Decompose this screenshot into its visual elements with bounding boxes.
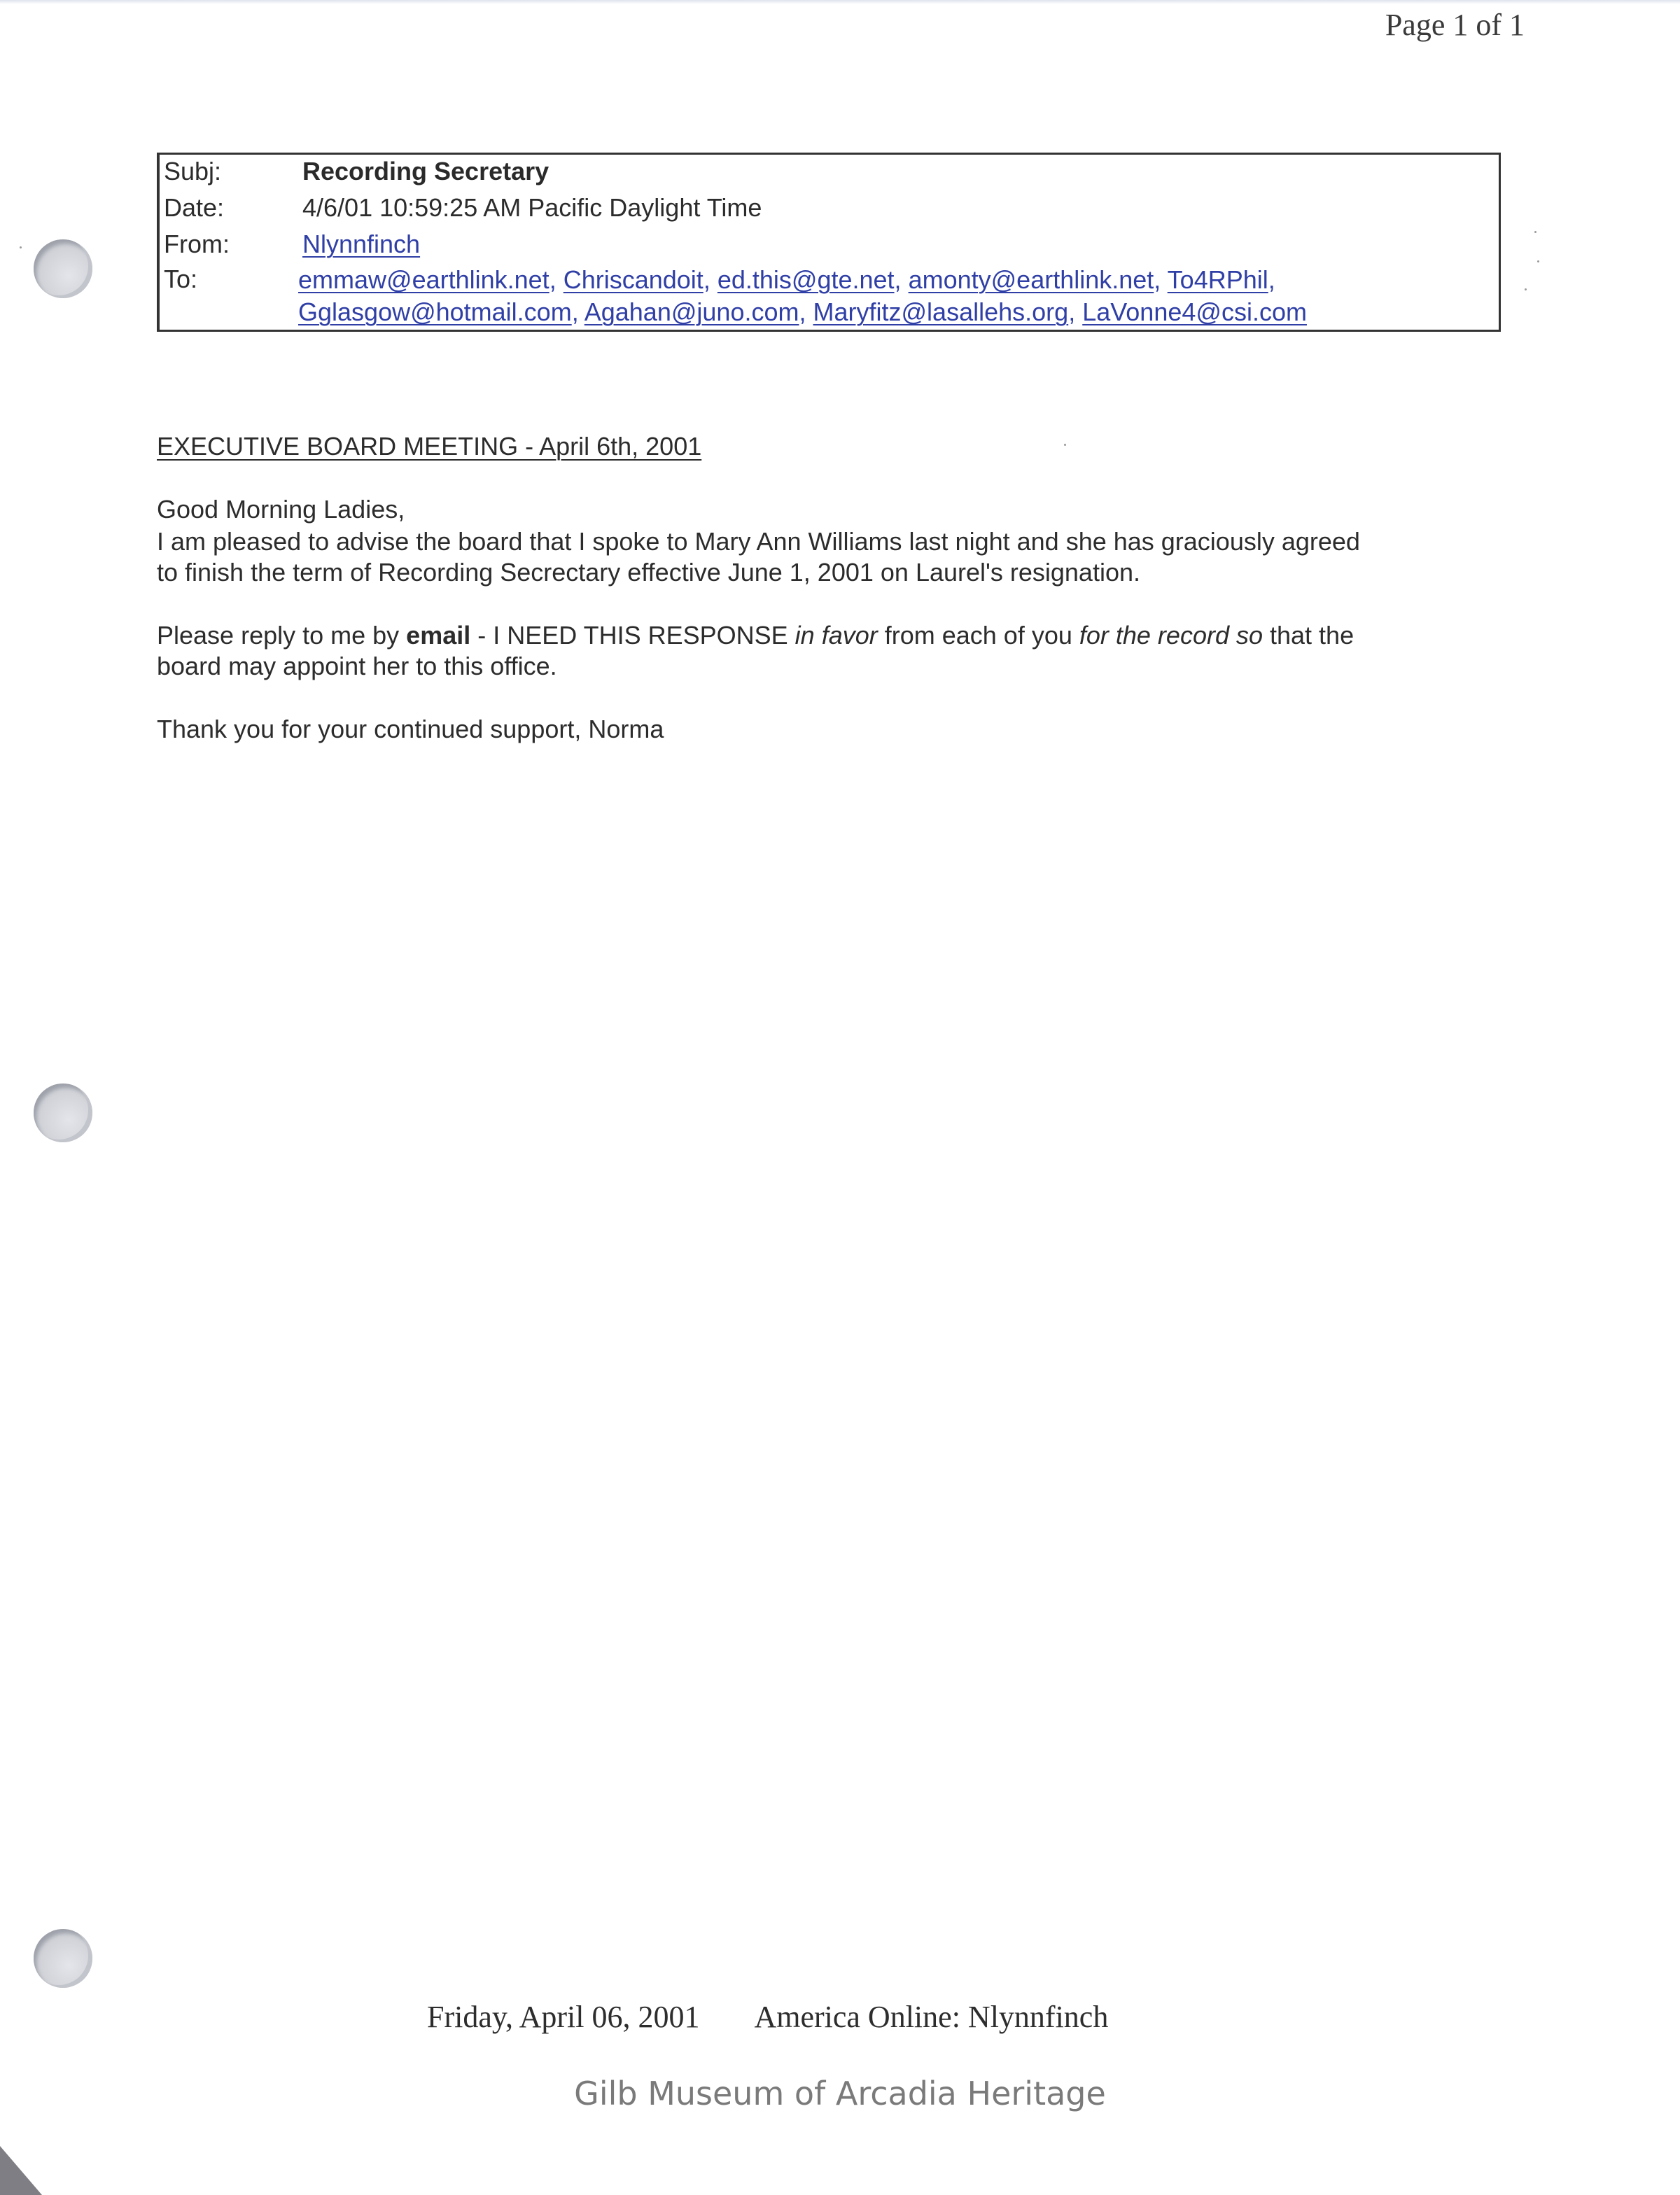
paragraph-1-line-1: I am pleased to advise the board that I spoke to Mary Ann Williams last night and she has graciously agreed: [157, 527, 1360, 556]
paragraph-2-line-2: board may appoint her to this office.: [157, 652, 557, 680]
recipient-link[interactable]: Gglasgow@hotmail.com: [298, 297, 572, 326]
paragraph-2-bold-email: email: [406, 621, 471, 650]
paragraph-2-text-c: from each of you: [877, 621, 1079, 650]
scan-speck: [1537, 260, 1539, 262]
recipient-list: [298, 264, 1307, 328]
paragraph-2-text-b: - I NEED THIS RESPONSE: [470, 621, 795, 650]
subject-label: Subj:: [164, 157, 222, 185]
recipient-link[interactable]: To4RPhil: [1167, 265, 1268, 294]
closing: Thank you for your continued support, Norma: [157, 715, 664, 743]
from-sender-link[interactable]: Nlynnfinch: [302, 230, 421, 258]
page-number: Page 1 of 1: [1385, 8, 1525, 42]
paragraph-2-text-a: Please reply to me by: [157, 621, 407, 650]
date-label: Date:: [164, 193, 225, 222]
meeting-title-line: [157, 431, 1501, 462]
scan-top-edge: [0, 0, 1680, 4]
scan-corner-fold: [0, 2146, 42, 2195]
recipient-link[interactable]: LaVonne4@csi.com: [1082, 297, 1307, 326]
recipient-link[interactable]: ed.this@gte.net: [717, 265, 895, 294]
footer-source: America Online: Nlynnfinch: [754, 2000, 1109, 2034]
paragraph-2-text-d: that the: [1263, 621, 1354, 650]
paragraph-2-italic-record: for the record so: [1079, 621, 1263, 650]
date-value: 4/6/01 10:59:25 AM Pacific Daylight Time: [302, 193, 762, 222]
footer-date: Friday, April 06, 2001: [427, 2000, 700, 2034]
punch-hole-top: [34, 239, 92, 298]
recipient-link[interactable]: emmaw@earthlink.net: [298, 265, 550, 294]
meeting-title: EXECUTIVE BOARD MEETING - April 6th, 2001: [157, 432, 702, 461]
subject-value: Recording Secretary: [302, 157, 550, 185]
recipient-link[interactable]: Agahan@juno.com: [584, 297, 799, 326]
paragraph-1-line-2: to finish the term of Recording Secrectary effective June 1, 2001 on Laurel's resignation.: [157, 558, 1141, 587]
scan-speck: [1525, 288, 1527, 290]
recipient-link[interactable]: amonty@earthlink.net: [908, 265, 1154, 294]
paragraph-2-line-1: [157, 620, 1501, 651]
punch-hole-bottom: [34, 1929, 92, 1988]
greeting: Good Morning Ladies,: [157, 495, 405, 524]
scan-speck: [1064, 444, 1066, 446]
recipient-line-1: emmaw@earthlink.net, Chriscandoit, ed.this@gte.net, amonty@earthlink.net, To4RPhil,: [298, 265, 1275, 294]
scan-speck: [20, 246, 22, 248]
scan-speck: [1534, 231, 1536, 233]
recipient-link[interactable]: Maryfitz@lasallehs.org: [813, 297, 1069, 326]
museum-watermark: Gilb Museum of Arcadia Heritage: [574, 2075, 1106, 2112]
print-footer: [427, 1999, 1108, 2035]
punch-hole-middle: [34, 1084, 92, 1142]
recipient-link[interactable]: Chriscandoit: [563, 265, 704, 294]
from-label: From:: [164, 230, 230, 258]
email-header-box: [157, 153, 1501, 332]
recipient-line-2: Gglasgow@hotmail.com, Agahan@juno.com, Maryfitz@lasallehs.org, LaVonne4@csi.com: [298, 297, 1307, 326]
paragraph-2-italic-favor: in favor: [794, 621, 878, 650]
to-label: To:: [164, 265, 198, 293]
